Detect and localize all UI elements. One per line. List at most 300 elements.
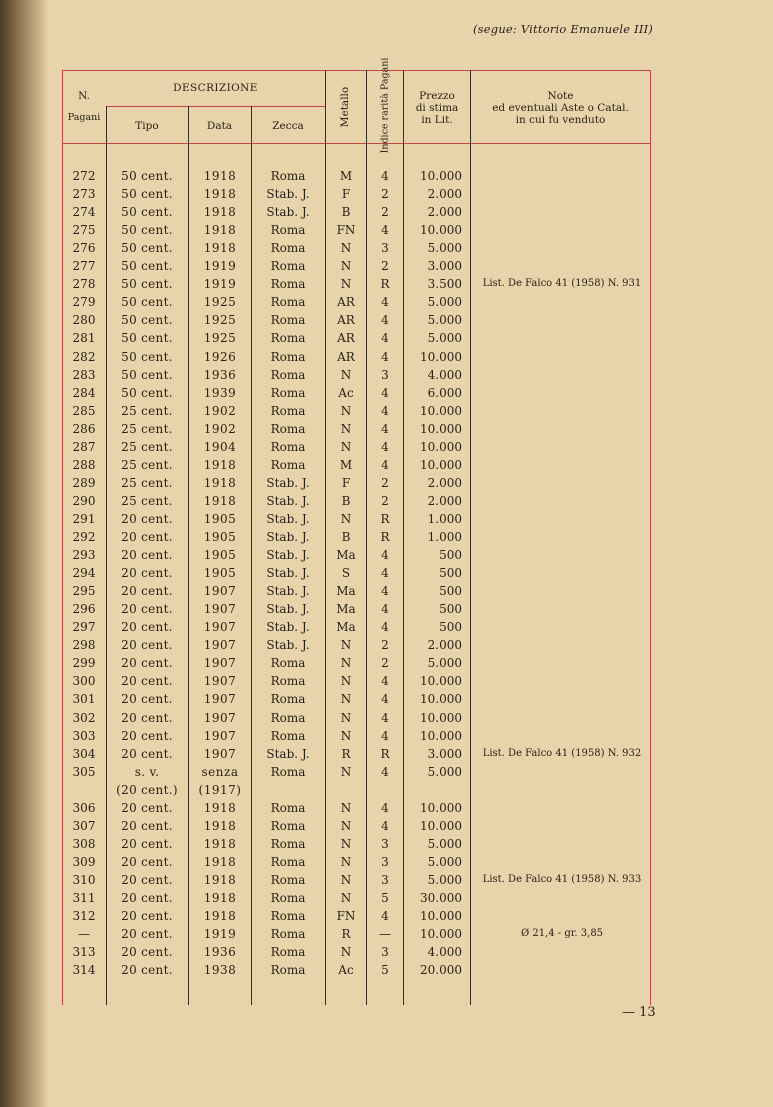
cell-zecca: Roma	[270, 819, 306, 833]
cell-metallo: N	[340, 674, 352, 688]
cell-tipo: 20 cent.	[121, 638, 173, 652]
cell-metallo: N	[340, 711, 352, 725]
cell-prezzo: 2.000	[427, 476, 462, 490]
cell-data: 1905	[203, 530, 237, 544]
cell-indice: 4	[381, 584, 389, 598]
table-row	[0, 221, 773, 239]
cell-indice: 4	[381, 548, 389, 562]
cell-indice: 4	[381, 674, 389, 688]
cell-indice: 4	[381, 404, 389, 418]
cell-number: 294	[72, 566, 96, 580]
cell-number: 296	[72, 602, 96, 616]
cell-zecca: Roma	[270, 386, 306, 400]
cell-zecca: Roma	[270, 259, 306, 273]
cell-zecca: Stab. J.	[266, 494, 310, 508]
cell-metallo: Ma	[336, 620, 356, 634]
cell-data: 1918	[203, 891, 237, 905]
cell-zecca: Stab. J.	[266, 187, 310, 201]
cell-number: 274	[72, 205, 96, 219]
table-row	[0, 257, 773, 275]
cell-number: 277	[72, 259, 96, 273]
cell-number: 304	[72, 747, 96, 761]
cell-data: 1907	[203, 729, 237, 743]
table-row	[0, 943, 773, 961]
cell-indice: 2	[381, 476, 389, 490]
cell-indice: 2	[381, 638, 389, 652]
cell-zecca: Roma	[270, 945, 306, 959]
cell-data: 1902	[203, 422, 237, 436]
table-row	[0, 366, 773, 384]
cell-note: Ø 21,4 - gr. 3,85	[520, 928, 604, 939]
header-note-1: Note	[547, 90, 574, 102]
cell-data: 1907	[203, 602, 237, 616]
cell-prezzo: 30.000	[420, 891, 462, 905]
cell-note: List. De Falco 41 (1958) N. 933	[482, 874, 642, 885]
cell-metallo: M	[339, 169, 353, 183]
table-row	[0, 925, 773, 943]
cell-number: 292	[72, 530, 96, 544]
cell-prezzo: 3.000	[427, 747, 462, 761]
descrizione-rule	[106, 106, 325, 107]
header-bottom-rule	[62, 143, 650, 144]
cell-metallo: Ac	[338, 963, 354, 977]
table-row	[0, 817, 773, 835]
cell-prezzo: 5.000	[427, 656, 462, 670]
cell-prezzo: 10.000	[420, 458, 462, 472]
table-row	[0, 402, 773, 420]
table-row	[0, 185, 773, 203]
cell-data: (1917)	[198, 783, 242, 797]
cell-metallo: R	[341, 747, 351, 761]
cell-tipo: 25 cent.	[121, 404, 173, 418]
cell-number: 275	[72, 223, 96, 237]
cell-data: 1918	[203, 169, 237, 183]
cell-number: 276	[72, 241, 96, 255]
cell-indice: 4	[381, 350, 389, 364]
cell-number: 311	[72, 891, 96, 905]
cell-data: 1905	[203, 548, 237, 562]
cell-data: 1918	[203, 837, 237, 851]
cell-tipo: 50 cent.	[121, 331, 173, 345]
table-row	[0, 781, 773, 799]
cell-metallo: N	[340, 440, 352, 454]
cell-tipo: 20 cent.	[121, 747, 173, 761]
cell-prezzo: 5.000	[427, 331, 462, 345]
cell-number: 273	[72, 187, 96, 201]
cell-data: 1919	[203, 927, 237, 941]
cell-tipo: 20 cent.	[121, 729, 173, 743]
header-note-3: in cui fu venduto	[515, 114, 606, 126]
cell-zecca: Stab. J.	[266, 602, 310, 616]
cell-tipo: 20 cent.	[121, 674, 173, 688]
cell-zecca: Roma	[270, 458, 306, 472]
cell-indice: 3	[381, 945, 389, 959]
cell-indice: 3	[381, 855, 389, 869]
cell-zecca: Roma	[270, 873, 306, 887]
cell-tipo: 20 cent.	[121, 927, 173, 941]
cell-zecca: Roma	[270, 422, 306, 436]
cell-indice: 4	[381, 765, 389, 779]
table-row	[0, 510, 773, 528]
cell-number: 289	[72, 476, 96, 490]
cell-indice: 4	[381, 422, 389, 436]
header-data: Data	[206, 120, 233, 132]
cell-indice: 3	[381, 368, 389, 382]
cell-indice: 4	[381, 801, 389, 815]
cell-data: 1902	[203, 404, 237, 418]
header-indice: Indice rarità Pagani	[379, 57, 391, 154]
cell-tipo: 20 cent.	[121, 656, 173, 670]
cell-zecca: Stab. J.	[266, 638, 310, 652]
cell-tipo: 25 cent.	[121, 476, 173, 490]
cell-zecca: Roma	[270, 404, 306, 418]
cell-number: 310	[72, 873, 96, 887]
cell-indice: 5	[381, 891, 389, 905]
cell-tipo: 20 cent.	[121, 909, 173, 923]
table-row	[0, 835, 773, 853]
cell-indice: 4	[381, 223, 389, 237]
cell-data: 1919	[203, 259, 237, 273]
header-descrizione: DESCRIZIONE	[173, 82, 258, 94]
cell-zecca: Roma	[270, 440, 306, 454]
cell-tipo: 20 cent.	[121, 566, 173, 580]
cell-prezzo: 500	[439, 602, 462, 616]
cell-zecca: Roma	[270, 891, 306, 905]
cell-metallo: N	[340, 945, 352, 959]
cell-metallo: F	[341, 476, 351, 490]
cell-zecca: Stab. J.	[266, 584, 310, 598]
cell-prezzo: 2.000	[427, 638, 462, 652]
table-row	[0, 167, 773, 185]
cell-tipo: 50 cent.	[121, 241, 173, 255]
cell-metallo: N	[340, 368, 352, 382]
page-number: — 13	[622, 1005, 656, 1020]
cell-prezzo: 10.000	[420, 819, 462, 833]
cell-prezzo: 4.000	[427, 368, 462, 382]
cell-metallo: Ma	[336, 548, 356, 562]
table-row	[0, 348, 773, 366]
cell-metallo: AR	[337, 331, 355, 345]
cell-indice: 4	[381, 566, 389, 580]
cell-tipo: 20 cent.	[121, 819, 173, 833]
cell-metallo: N	[340, 512, 352, 526]
cell-metallo: B	[341, 205, 351, 219]
cell-data: 1907	[203, 674, 237, 688]
cell-data: 1918	[203, 801, 237, 815]
cell-indice: 4	[381, 458, 389, 472]
cell-zecca: Stab. J.	[266, 747, 310, 761]
cell-prezzo: 20.000	[420, 963, 462, 977]
cell-number: 309	[72, 855, 96, 869]
cell-data: 1907	[203, 656, 237, 670]
cell-number: 298	[72, 638, 96, 652]
cell-zecca: Roma	[270, 331, 306, 345]
cell-prezzo: 10.000	[420, 169, 462, 183]
cell-zecca: Stab. J.	[266, 566, 310, 580]
cell-tipo: 50 cent.	[121, 368, 173, 382]
cell-zecca: Roma	[270, 277, 306, 291]
cell-number: 295	[72, 584, 96, 598]
cell-data: 1918	[203, 855, 237, 869]
cell-data: 1918	[203, 187, 237, 201]
cell-tipo: 50 cent.	[121, 187, 173, 201]
cell-number: 297	[72, 620, 96, 634]
cell-tipo: (20 cent.)	[116, 783, 178, 797]
table-row	[0, 329, 773, 347]
table-row	[0, 690, 773, 708]
cell-metallo: B	[341, 530, 351, 544]
cell-metallo: Ma	[336, 602, 356, 616]
cell-indice: R	[380, 530, 390, 544]
cell-data: 1918	[203, 909, 237, 923]
cell-data: 1907	[203, 584, 237, 598]
table-row	[0, 727, 773, 745]
cell-tipo: 20 cent.	[121, 891, 173, 905]
cell-prezzo: 5.000	[427, 313, 462, 327]
cell-note: List. De Falco 41 (1958) N. 932	[482, 748, 642, 759]
cell-metallo: N	[340, 891, 352, 905]
header-n: N.	[78, 90, 90, 102]
cell-data: 1907	[203, 747, 237, 761]
cell-data: 1925	[203, 331, 237, 345]
cell-metallo: N	[340, 638, 352, 652]
cell-tipo: 20 cent.	[121, 602, 173, 616]
cell-zecca: Stab. J.	[266, 205, 310, 219]
cell-data: 1926	[203, 350, 237, 364]
table-row	[0, 618, 773, 636]
header-tipo: Tipo	[135, 120, 159, 132]
cell-zecca: Stab. J.	[266, 548, 310, 562]
table-row	[0, 889, 773, 907]
cell-prezzo: 10.000	[420, 692, 462, 706]
cell-zecca: Roma	[270, 692, 306, 706]
cell-metallo: AR	[337, 295, 355, 309]
cell-data: 1938	[203, 963, 237, 977]
cell-metallo: N	[340, 855, 352, 869]
cell-prezzo: 10.000	[420, 440, 462, 454]
cell-prezzo: 2.000	[427, 187, 462, 201]
cell-number: 279	[72, 295, 96, 309]
cell-zecca: Roma	[270, 223, 306, 237]
cell-prezzo: 10.000	[420, 223, 462, 237]
cell-zecca: Roma	[270, 711, 306, 725]
cell-number: 278	[72, 277, 96, 291]
cell-prezzo: 2.000	[427, 205, 462, 219]
cell-prezzo: 1.000	[427, 530, 462, 544]
cell-number: —	[78, 927, 90, 941]
cell-number: 291	[72, 512, 96, 526]
cell-tipo: 20 cent.	[121, 548, 173, 562]
cell-prezzo: 10.000	[420, 801, 462, 815]
cell-metallo: AR	[337, 313, 355, 327]
cell-prezzo: 10.000	[420, 674, 462, 688]
cell-zecca: Roma	[270, 313, 306, 327]
table-top-rule	[62, 70, 650, 71]
cell-zecca: Roma	[270, 350, 306, 364]
cell-prezzo: 10.000	[420, 422, 462, 436]
cell-number: 313	[72, 945, 96, 959]
cell-prezzo: 5.000	[427, 873, 462, 887]
table-row	[0, 582, 773, 600]
cell-tipo: 20 cent.	[121, 963, 173, 977]
cell-tipo: 20 cent.	[121, 855, 173, 869]
cell-indice: 4	[381, 909, 389, 923]
cell-prezzo: 10.000	[420, 404, 462, 418]
cell-data: 1918	[203, 873, 237, 887]
cell-zecca: Stab. J.	[266, 476, 310, 490]
cell-number: 305	[72, 765, 96, 779]
table-row	[0, 709, 773, 727]
cell-metallo: N	[340, 819, 352, 833]
cell-number: 285	[72, 404, 96, 418]
cell-number: 293	[72, 548, 96, 562]
table-row	[0, 907, 773, 925]
cell-indice: 2	[381, 656, 389, 670]
cell-indice: 4	[381, 440, 389, 454]
cell-data: 1918	[203, 476, 237, 490]
cell-number: 307	[72, 819, 96, 833]
cell-indice: 4	[381, 819, 389, 833]
cell-metallo: S	[341, 566, 351, 580]
cell-metallo: M	[339, 458, 353, 472]
cell-indice: 4	[381, 711, 389, 725]
cell-prezzo: 1.000	[427, 512, 462, 526]
cell-tipo: 50 cent.	[121, 205, 173, 219]
cell-number: 300	[72, 674, 96, 688]
cell-metallo: Ma	[336, 584, 356, 598]
cell-data: 1918	[203, 241, 237, 255]
cell-prezzo: 5.000	[427, 855, 462, 869]
cell-data: 1936	[203, 368, 237, 382]
cell-number: 299	[72, 656, 96, 670]
cell-zecca: Roma	[270, 169, 306, 183]
cell-data: 1905	[203, 512, 237, 526]
cell-tipo: 25 cent.	[121, 494, 173, 508]
cell-number: 287	[72, 440, 96, 454]
cell-indice: 3	[381, 873, 389, 887]
table-row	[0, 492, 773, 510]
cell-zecca: Roma	[270, 837, 306, 851]
cell-tipo: 50 cent.	[121, 277, 173, 291]
cell-tipo: 20 cent.	[121, 945, 173, 959]
cell-tipo: 20 cent.	[121, 692, 173, 706]
cell-metallo: F	[341, 187, 351, 201]
cell-data: 1907	[203, 711, 237, 725]
cell-tipo: 20 cent.	[121, 530, 173, 544]
header-zecca: Zecca	[272, 120, 304, 132]
cell-data: 1904	[203, 440, 237, 454]
cell-metallo: FN	[336, 909, 356, 923]
cell-tipo: 20 cent.	[121, 512, 173, 526]
cell-prezzo: 5.000	[427, 837, 462, 851]
cell-metallo: N	[340, 765, 352, 779]
cell-zecca: Stab. J.	[266, 530, 310, 544]
cell-data: 1918	[203, 223, 237, 237]
cell-data: 1907	[203, 692, 237, 706]
cell-zecca: Stab. J.	[266, 512, 310, 526]
cell-zecca: Roma	[270, 765, 306, 779]
cell-data: 1919	[203, 277, 237, 291]
cell-data: 1918	[203, 205, 237, 219]
table-row	[0, 672, 773, 690]
header-pagani: Pagani	[67, 112, 101, 123]
cell-zecca: Stab. J.	[266, 620, 310, 634]
table-row	[0, 546, 773, 564]
cell-tipo: 20 cent.	[121, 837, 173, 851]
cell-prezzo: 10.000	[420, 927, 462, 941]
cell-indice: 4	[381, 331, 389, 345]
cell-zecca: Roma	[270, 729, 306, 743]
cell-prezzo: 5.000	[427, 765, 462, 779]
table-row	[0, 311, 773, 329]
cell-zecca: Roma	[270, 368, 306, 382]
cell-indice: 2	[381, 259, 389, 273]
table-row	[0, 384, 773, 402]
cell-tipo: 20 cent.	[121, 620, 173, 634]
cell-prezzo: 10.000	[420, 711, 462, 725]
table-row	[0, 456, 773, 474]
cell-metallo: N	[340, 801, 352, 815]
table-row	[0, 438, 773, 456]
cell-metallo: N	[340, 277, 352, 291]
cell-metallo: N	[340, 656, 352, 670]
cell-zecca: Roma	[270, 295, 306, 309]
cell-tipo: 25 cent.	[121, 422, 173, 436]
cell-number: 303	[72, 729, 96, 743]
header-prezzo-1: Prezzo	[419, 90, 455, 102]
table-row	[0, 763, 773, 781]
cell-prezzo: 5.000	[427, 241, 462, 255]
cell-metallo: B	[341, 494, 351, 508]
cell-tipo: 50 cent.	[121, 386, 173, 400]
cell-data: 1907	[203, 638, 237, 652]
cell-number: 283	[72, 368, 96, 382]
cell-tipo: 50 cent.	[121, 350, 173, 364]
cell-prezzo: 500	[439, 584, 462, 598]
table-row	[0, 745, 773, 763]
cell-zecca: Roma	[270, 801, 306, 815]
cell-tipo: 20 cent.	[121, 584, 173, 598]
cell-metallo: N	[340, 404, 352, 418]
cell-number: 290	[72, 494, 96, 508]
cell-data: 1905	[203, 566, 237, 580]
table-row	[0, 293, 773, 311]
cell-tipo: 50 cent.	[121, 169, 173, 183]
cell-prezzo: 3.500	[427, 277, 462, 291]
cell-metallo: FN	[336, 223, 356, 237]
cell-metallo: N	[340, 837, 352, 851]
cell-prezzo: 5.000	[427, 295, 462, 309]
cell-zecca: Roma	[270, 656, 306, 670]
cell-indice: 4	[381, 313, 389, 327]
cell-indice: 3	[381, 837, 389, 851]
cell-zecca: Roma	[270, 963, 306, 977]
table-row	[0, 275, 773, 293]
cell-data: 1936	[203, 945, 237, 959]
cell-number: 284	[72, 386, 96, 400]
header-prezzo-3: in Lit.	[421, 114, 453, 126]
cell-data: 1918	[203, 819, 237, 833]
cell-number: 280	[72, 313, 96, 327]
cell-number: 272	[72, 169, 96, 183]
cell-metallo: Ac	[338, 386, 354, 400]
cell-prezzo: 500	[439, 548, 462, 562]
cell-indice: 4	[381, 386, 389, 400]
cell-data: senza	[201, 765, 239, 779]
header-metallo: Metallo	[339, 86, 351, 128]
cell-prezzo: 2.000	[427, 494, 462, 508]
cell-indice: 2	[381, 205, 389, 219]
